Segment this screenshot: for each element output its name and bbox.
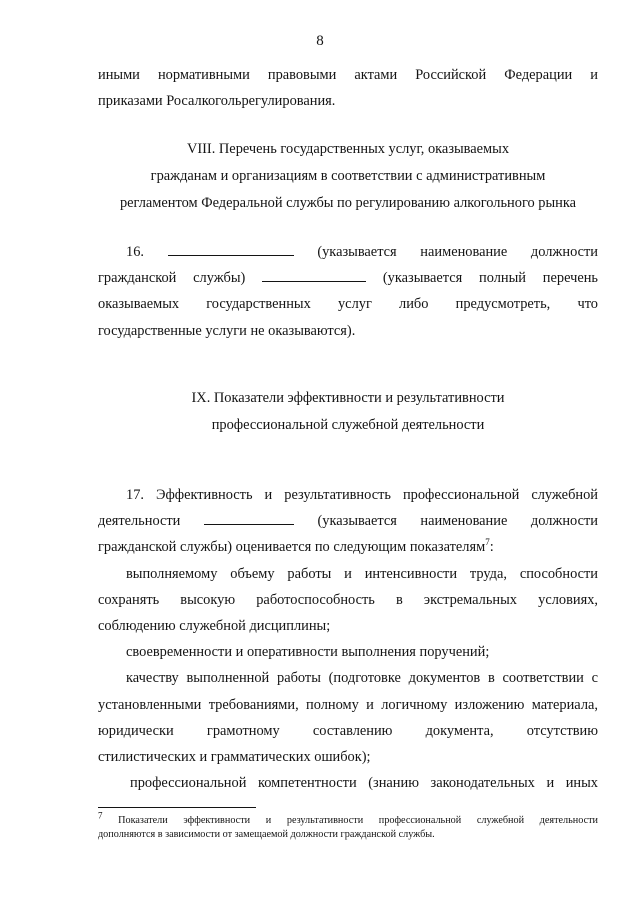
footnote: [98, 810, 598, 842]
paragraph-16-line-4: государственные услуги не оказываются).: [98, 322, 356, 339]
paragraph-16-line-1: [98, 239, 598, 265]
paragraph-16-line-3: оказываемых государственных услуг либо предусмотреть, что: [98, 296, 598, 313]
paragraph-17-line-2-b: (указывается наименование должности: [317, 513, 598, 530]
section-9-heading-line-2: профессиональной служебной деятельности: [211, 417, 485, 433]
paragraph-17-line-3: [98, 534, 598, 560]
item-a-line-1: выполняемому объему работы и интенсивности труда, способности: [126, 565, 598, 582]
paragraph-17-line-2-a: деятельности: [98, 513, 181, 530]
paragraph-17-line-3-end: :: [489, 539, 494, 556]
item-c-line-4: стилистических и грамматических ошибок);: [98, 749, 371, 766]
item-d-line-1: профессиональной компетентности (знанию законодательных и иных: [130, 775, 598, 792]
paragraph-16-line-2-a: гражданской службы): [98, 270, 246, 287]
paragraph-16-line-2-b: (указывается полный перечень: [382, 270, 598, 287]
intro-paragraph: [98, 62, 598, 114]
footnote-mark: 7: [98, 810, 103, 821]
section-9-heading: [98, 385, 598, 439]
paragraph-17-line-2: [98, 508, 598, 534]
footnote-line-1: [98, 810, 598, 828]
page-number: 8: [316, 33, 324, 49]
item-a-line-3: соблюдению служебной дисциплины;: [98, 618, 331, 635]
paragraph-17: [98, 482, 598, 796]
section-8-heading-line-3: регламентом Федеральной службы по регулированию алкогольного рынка: [119, 195, 577, 211]
paragraph-16-line-1-text: (указывается наименование должности: [317, 244, 598, 260]
item-c-line-1: качеству выполненной работы (подготовке документов в соответствии с: [126, 670, 598, 687]
paragraph-16: [98, 239, 598, 344]
section-8-heading-line-2: гражданам и организациям в соответствии с административным: [150, 168, 546, 184]
footnote-separator: [98, 807, 256, 808]
paragraph-17-line-3-text: гражданской службы) оценивается по следующим показателям: [98, 539, 486, 556]
intro-line-2: приказами Росалкогольрегулирования.: [98, 93, 336, 110]
section-8-heading: [98, 136, 598, 217]
paragraph-16-number: 16.: [126, 244, 144, 260]
paragraph-17-line-1: 17. Эффективность и результативность профессиональной служебной: [126, 487, 598, 503]
section-8-heading-line-1: VIII. Перечень государственных услуг, оказываемых: [186, 141, 510, 157]
item-c-line-3: юридически грамотному составлению документа, отсутствию: [98, 722, 598, 739]
item-b-line-1: своевременности и оперативности выполнения поручений;: [126, 644, 490, 661]
item-c-line-2: установленными требованиями, полному и логичному изложению материала,: [98, 696, 598, 713]
footnote-reference: 7: [485, 537, 490, 548]
intro-line-1: иными нормативными правовыми актами Российской Федерации и: [98, 67, 598, 83]
paragraph-16-line-2: [98, 265, 598, 291]
services-blank-line: [262, 267, 366, 282]
footnote-line-1-text: Показатели эффективности и результативности профессиональной служебной деятельности: [118, 815, 598, 826]
footnote-line-2: дополняются в зависимости от замещаемой должности гражданской службы.: [98, 829, 435, 840]
item-a-line-2: сохранять высокую работоспособность в экстремальных условиях,: [98, 591, 598, 608]
position-blank-line: [168, 241, 294, 256]
position-blank-line-2: [204, 510, 294, 525]
section-9-heading-line-1: IX. Показатели эффективности и результативности: [191, 390, 505, 406]
